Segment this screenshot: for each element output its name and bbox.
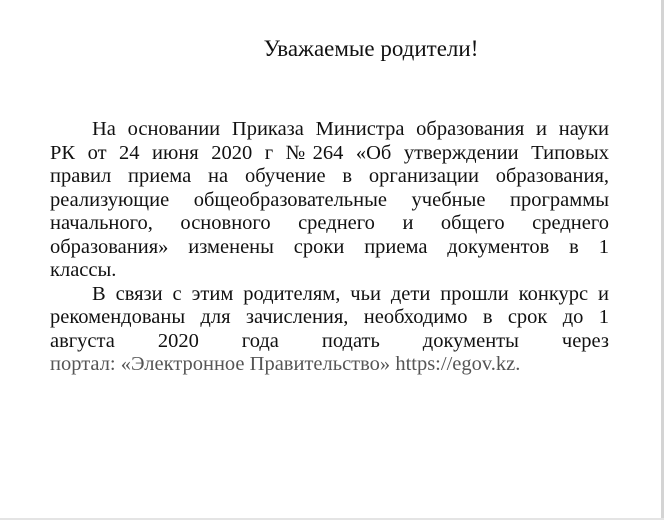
paragraph-2-line-2: рекомендованы для зачисления, необходимо в срок до 1 xyxy=(50,306,609,328)
paragraph-2-line-1: В связи с этим родителям, чьи дети прошли конкурс и xyxy=(92,282,609,305)
paragraph-1 xyxy=(50,118,609,283)
paragraph-1-line-2: РК от 24 июня 2020 г №264 «Об утверждении Типовых xyxy=(50,141,609,164)
paragraph-2-line-4 xyxy=(50,353,609,377)
paragraph-2-line-3: августа 2020 года подать документы через xyxy=(50,329,609,352)
paragraph-2 xyxy=(50,283,609,377)
paragraph-1-line-3: правил приема на обучение в организации образования, xyxy=(50,165,609,187)
paragraph-1-line-5: начального, основного среднего и общего среднего xyxy=(50,212,609,234)
paragraph-1-line-1: На основании Приказа Министра образования и науки xyxy=(92,118,609,140)
paragraph-1-line-4: реализующие общеобразовательные учебные программы xyxy=(50,188,609,211)
document-body xyxy=(50,118,609,377)
document-title: Уважаемые родители! xyxy=(263,36,479,61)
paragraph-1-line-7: классы. xyxy=(50,259,117,281)
portal-label: портал: «Электронное Правительство» xyxy=(50,353,391,375)
paragraph-1-line-6: образования» изменены сроки приема документов в 1 xyxy=(50,235,609,258)
egov-link[interactable]: https://egov.kz. xyxy=(395,353,521,375)
